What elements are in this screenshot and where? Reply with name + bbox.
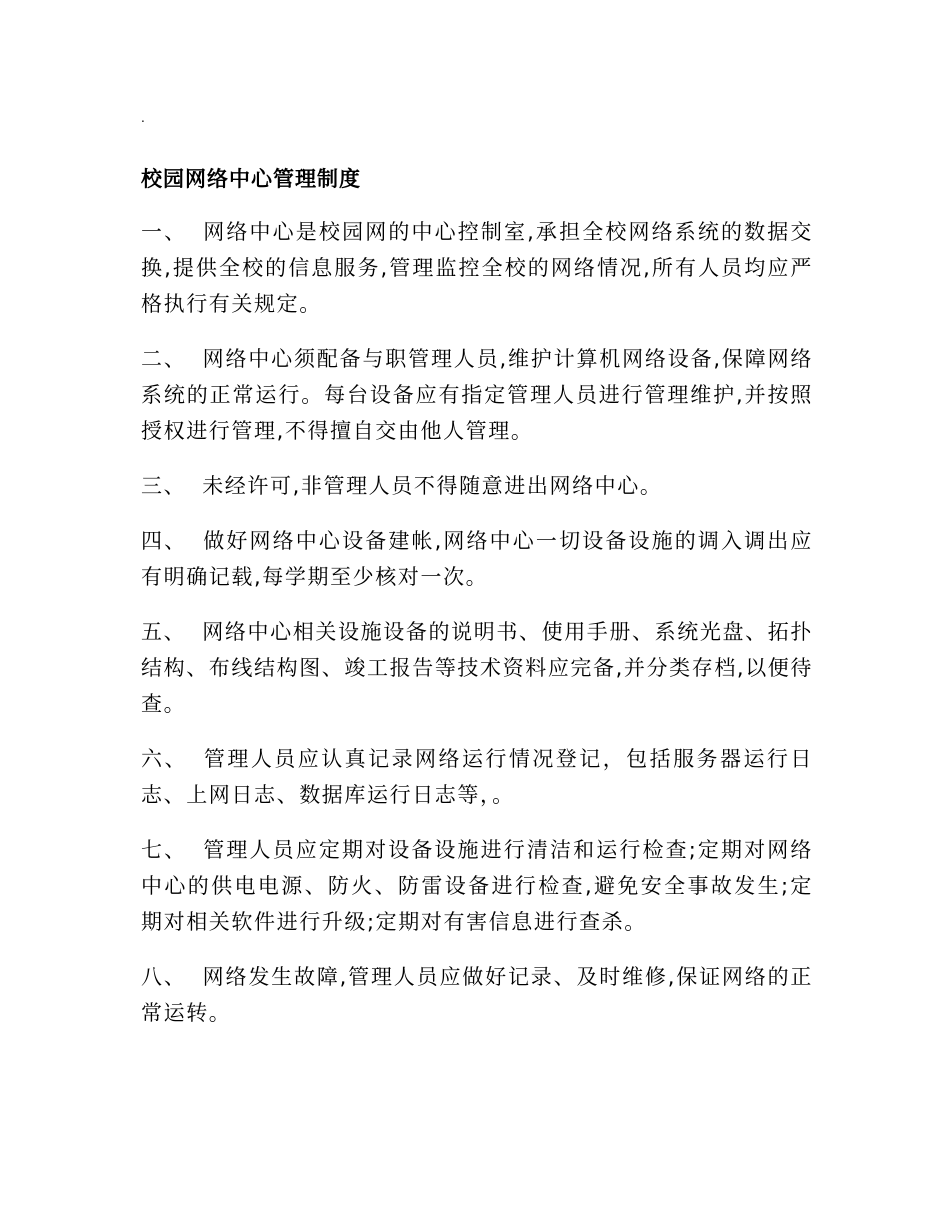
clause-text: 网络发生故障,管理人员应做好记录、及时维修,保证网络的正常运转。: [141, 965, 814, 1025]
clause-3: [141, 468, 813, 504]
clause-8: [141, 959, 813, 1031]
clause-text: 网络中心须配备与职管理人员,维护计算机网络设备,保障网络系统的正常运行。每台设备应有指定管理人员进行管理维护,并按照授权进行管理,不得擅自交由他人管理。: [141, 347, 814, 443]
clause-number: 二、: [141, 347, 187, 371]
clause-text: 管理人员应定期对设备设施进行清洁和运行检查;定期对网络中心的供电电源、防火、防雷设备进行检查,避免安全事故发生;定期对相关软件进行升级;定期对有害信息进行查杀。: [141, 838, 814, 934]
clause-number: 八、: [141, 965, 187, 989]
clause-text: 网络中心相关设施设备的说明书、使用手册、系统光盘、拓扑结构、布线结构图、竣工报告等技术资料应完备,并分类存档,以便待查。: [141, 620, 813, 716]
clause-4: [141, 523, 813, 595]
clause-number: 五、: [141, 620, 187, 644]
document-title: 校园网络中心管理制度: [141, 167, 361, 191]
clause-2: [141, 341, 813, 449]
clause-text: 做好网络中心设备建帐,网络中心一切设备设施的调入调出应有明确记载,每学期至少核对一次。: [141, 529, 813, 589]
page-marker: .: [141, 111, 145, 125]
clause-number: 三、: [141, 474, 187, 498]
clause-5: [141, 614, 813, 722]
clause-number: 六、: [141, 747, 188, 771]
clause-number: 一、: [141, 220, 188, 244]
clause-text: 未经许可,非管理人员不得随意进出网络中心。: [202, 474, 663, 498]
clause-number: 四、: [141, 529, 188, 553]
clause-1: [141, 214, 813, 322]
clause-list: [141, 214, 813, 1050]
clause-number: 七、: [141, 838, 188, 862]
clause-text: 网络中心是校园网的中心控制室,承担全校网络系统的数据交换,提供全校的信息服务,管理监控全校的网络情况,所有人员均应严格执行有关规定。: [141, 220, 813, 316]
clause-text: 管理人员应认真记录网络运行情况登记，包括服务器运行日志、上网日志、数据库运行日志等，。: [141, 747, 813, 807]
clause-6: [141, 741, 813, 813]
clause-7: [141, 832, 813, 940]
